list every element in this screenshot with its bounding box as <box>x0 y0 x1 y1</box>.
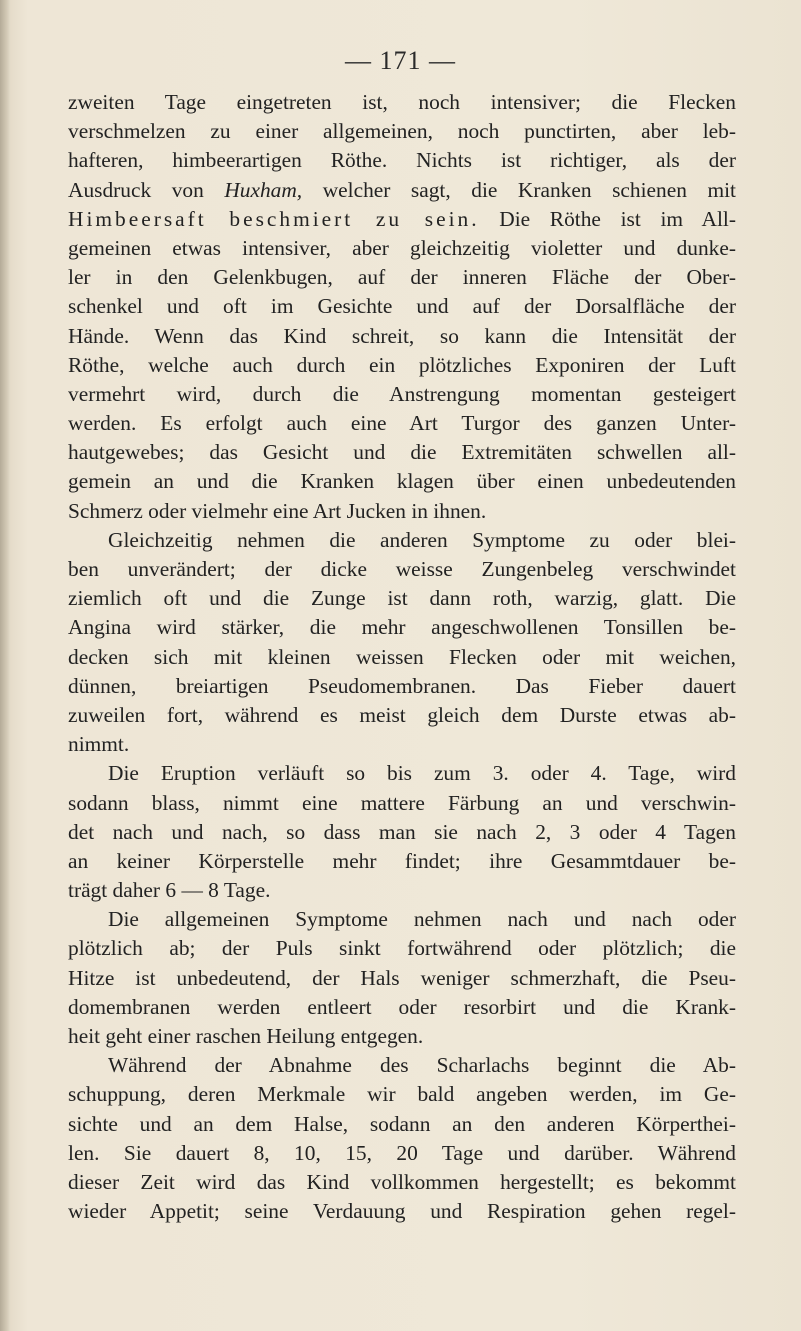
text-line: decken sich mit kleinen weissen Flecken oder mit weichen, <box>68 644 736 669</box>
text-line: zweiten Tage eingetreten ist, noch intensiver; die Flecken <box>68 90 736 114</box>
text-line: Hitze ist unbedeutend, der Hals weniger schmerzhaft, die Pseu- <box>68 965 736 990</box>
text-line: verschmelzen zu einer allgemeinen, noch punctirten, aber leb- <box>68 119 736 144</box>
text-line: Röthe, welche auch durch ein plötzliches Exponiren der Luft <box>68 352 736 377</box>
text-segment: Ausdruck von <box>68 177 225 202</box>
text-line: Hände. Wenn das Kind schreit, so kann die Intensität der <box>68 323 736 348</box>
text-line: schenkel und oft im Gesichte und auf der Dorsalfläche der <box>68 294 736 319</box>
text-line: Angina wird stärker, die mehr angeschwollenen Tonsillen be- <box>68 615 736 640</box>
text-line: sodann blass, nimmt eine mattere Färbung an und verschwin- <box>68 790 736 815</box>
text-line: ziemlich oft und die Zunge ist dann roth, warzig, glatt. Die <box>68 586 736 611</box>
text-line: gemein an und die Kranken klagen über einen unbedeutenden <box>68 469 736 494</box>
text-line: an keiner Körperstelle mehr findet; ihre Gesammtdauer be- <box>68 848 736 873</box>
text-line: ler in den Gelenkbugen, auf der inneren Fläche der Ober- <box>68 265 736 290</box>
text-segment: Die Röthe ist im All- <box>479 206 736 231</box>
text-line: hautgewebes; das Gesicht und die Extremitäten schwellen all- <box>68 440 736 465</box>
text-line: heit geht einer raschen Heilung entgegen. <box>68 1024 424 1048</box>
text-line: Die allgemeinen Symptome nehmen nach und nach oder <box>108 907 736 932</box>
text-line: nimmt. <box>68 732 130 757</box>
text-line: gemeinen etwas intensiver, aber gleichzeitig violetter und dunke- <box>68 235 736 260</box>
text-segment: welcher sagt, die Kranken schienen mit <box>302 177 736 202</box>
page-binding-shadow <box>0 0 10 1331</box>
text-line: dieser Zeit wird das Kind vollkommen hergestellt; es bekommt <box>68 1169 736 1194</box>
text-line: vermehrt wird, durch die Anstrengung momentan gesteigert <box>68 381 736 406</box>
text-line: hafteren, himbeerartigen Röthe. Nichts ist richtiger, als der <box>68 148 736 173</box>
text-line: werden. Es erfolgt auch eine Art Turgor des ganzen Unter- <box>68 411 736 436</box>
text-line: det nach und nach, so dass man sie nach 2, 3 oder 4 Tagen <box>68 819 736 844</box>
author-name-italic: Huxham, <box>224 177 303 202</box>
text-line: Die Eruption verläuft so bis zum 3. oder 4. Tage, wird <box>108 761 736 786</box>
text-line: zuweilen fort, während es meist gleich dem Durste etwas ab- <box>68 702 736 727</box>
text-line: Gleichzeitig nehmen die anderen Symptome zu oder blei- <box>108 527 736 552</box>
text-line: Während der Abnahme des Scharlachs beginnt die Ab- <box>108 1053 736 1078</box>
body-text <box>68 88 736 1226</box>
text-line: domembranen werden entleert oder resorbirt und die Krank- <box>68 994 736 1019</box>
emphasized-spaced-text: Himbeersaft beschmiert zu sein. <box>68 206 480 231</box>
text-line: wieder Appetit; seine Verdauung und Respiration gehen regel- <box>68 1199 736 1224</box>
text-line: dünnen, breiartigen Pseudomembranen. Das Fieber dauert <box>68 673 736 698</box>
text-line <box>68 176 736 205</box>
text-line: sichte und an dem Halse, sodann an den anderen Körperthei- <box>68 1111 736 1136</box>
text-line <box>68 205 736 234</box>
text-line: schuppung, deren Merkmale wir bald angeben werden, im Ge- <box>68 1082 736 1107</box>
page-number: — 171 — <box>345 46 456 75</box>
text-line: Schmerz oder vielmehr eine Art Jucken in ihnen. <box>68 498 487 523</box>
text-line: ben unverändert; der dicke weisse Zungenbeleg verschwindet <box>68 557 736 581</box>
text-line: len. Sie dauert 8, 10, 15, 20 Tage und darüber. Während <box>68 1140 736 1165</box>
text-line: trägt daher 6 — 8 Tage. <box>68 878 271 903</box>
text-line: plötzlich ab; der Puls sinkt fortwährend oder plötzlich; die <box>68 936 736 961</box>
